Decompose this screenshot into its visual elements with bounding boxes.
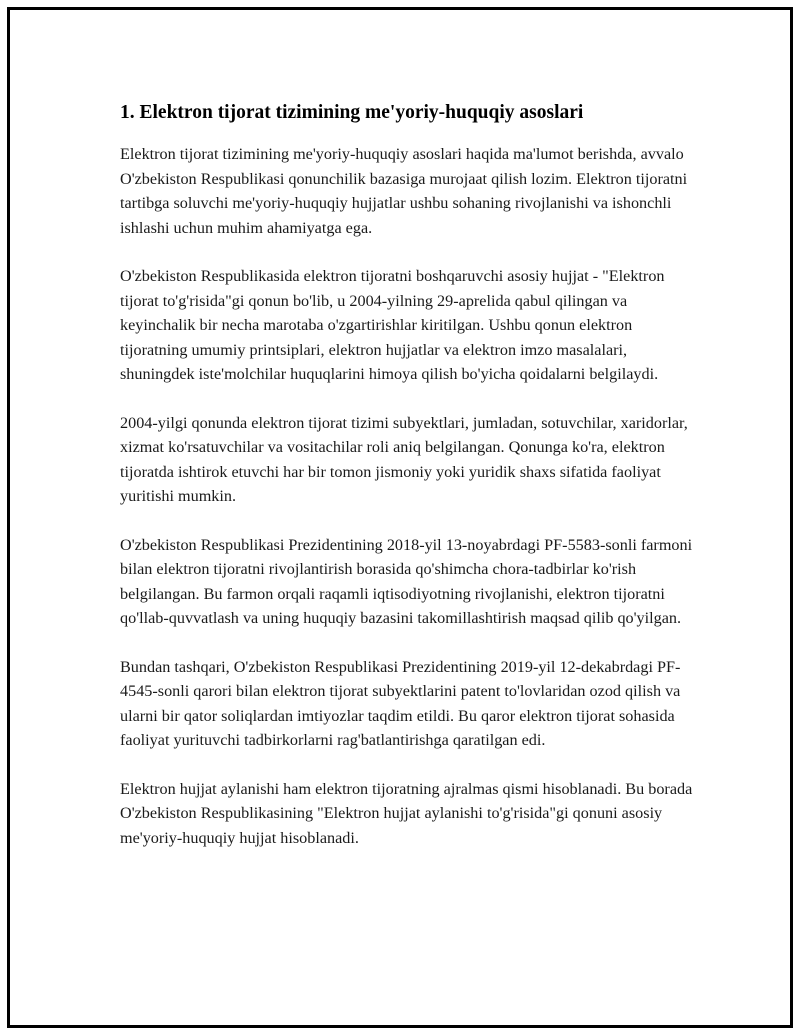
- document-body: [120, 100, 695, 874]
- paragraph-5: Bundan tashqari, O'zbekiston Respublikasi Prezidentining 2019-yil 12-dekabrdagi PF-4545-sonli qarori bilan elektron tijorat subyektlarini patent to'lovlaridan ozod qilish va ularni bir qator soliqlardan imtiyozlar taqdim etildi. Bu qaror elektron tijorat sohasida faoliyat yurituvchi tadbirkorlarni rag'batlantirishga qaratilgan edi.: [120, 657, 681, 749]
- paragraph-3: 2004-yilgi qonunda elektron tijorat tizimi subyektlari, jumladan, sotuvchilar, xaridorlar, xizmat ko'rsatuvchilar va vositachilar roli aniq belgilangan. Qonunga ko'ra, elektron tijoratda ishtirok etuvchi har bir tomon jismoniy yoki yuridik shaxs sifatida faoliyat yuritishi mumkin.: [120, 413, 688, 505]
- paragraph-6: Elektron hujjat aylanishi ham elektron tijoratning ajralmas qismi hisoblanadi. Bu borada O'zbekiston Respublikasining "Elektron hujjat aylanishi to'g'risida"gi qonuni asosiy me'yoriy-huquqiy hujjat hisoblanadi.: [120, 779, 693, 847]
- paragraph-4: O'zbekiston Respublikasi Prezidentining 2018-yil 13-noyabrdagi PF-5583-sonli farmoni bilan elektron tijoratni rivojlantirish borasida qo'shimcha chora-tadbirlar ko'rish belgilangan. Bu farmon orqali raqamli iqtisodiyotning rivojlanishi, elektron tijoratni qo'llab-quvvatlash va uning huquqiy bazasini takomillashtirish maqsad qilib qo'yilgan.: [120, 535, 693, 627]
- section-heading: 1. Elektron tijorat tizimining me'yoriy-huquqiy asoslari: [120, 102, 584, 123]
- paragraph-2: O'zbekiston Respublikasida elektron tijoratni boshqaruvchi asosiy hujjat - "Elektron tijorat to'g'risida"gi qonun bo'lib, u 2004-yilning 29-aprelida qabul qilingan va keyinchalik bir necha marotaba o'zgartirishlar kiritilgan. Ushbu qonun elektron tijoratning umumiy printsiplari, elektron hujjatlar va elektron imzo masalalari, shuningdek iste'molchilar huquqlarini himoya qilish bo'yicha qoidalarni belgilaydi.: [120, 267, 665, 383]
- page-frame: [7, 7, 793, 1028]
- paragraph-1: Elektron tijorat tizimining me'yoriy-huquqiy asoslari haqida ma'lumot berishda, avvalo O'zbekiston Respublikasi qonunchilik bazasiga murojaat qilish lozim. Elektron tijoratni tartibga soluvchi me'yoriy-huquqiy hujjatlar ushbu sohaning rivojlanishi va ishonchli ishlashi uchun muhim ahamiyatga ega.: [120, 145, 688, 237]
